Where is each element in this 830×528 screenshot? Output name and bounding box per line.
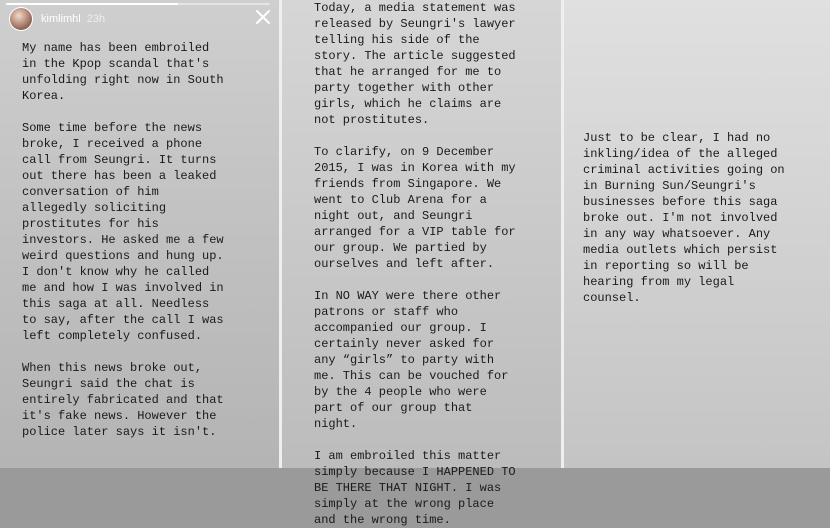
story-text-1: My name has been embroiled in the Kpop scandal that's unfolding right now in South Korea. Some time before the news broke, I received a phone call from Seungri. It turns out there has been a leaked conversation of him allegedly soliciting prostitutes for his investors. He asked me a few weird questions and hung up. I don't know why he called me and how I was involved in this saga at all. Needless to say, after the call I was left completely confused. When this news broke out, Seungri said the chat is entirely fabricated and that it's fake news. However the police later says it isn't. <box>22 41 224 439</box>
story-text-3: Just to be clear, I had no inkling/idea of the alleged criminal activities going on in Burning Sun/Seungri's businesses before this saga broke out. I'm not involved in any way whatsoever. Any media outlets which persist in reporting so will be hearing from my legal counsel. <box>583 131 785 305</box>
story-progress-bar <box>6 3 270 5</box>
story-header <box>9 6 105 32</box>
username[interactable]: kimlimhl <box>41 13 81 25</box>
timestamp: 23h <box>86 13 106 25</box>
story-text-2: Today, a media statement was released by Seungri's lawyer telling his side of the story. The article suggested that he arranged for me to party together with other girls, which he claims are not prostitutes. To clarify, on 9 December 2015, I was in Korea with my friends from Singapore. We went to Club Arena for a night out, and Seungri arranged for a VIP table for our group. We partied by ourselves and left after. In NO WAY were there other patrons or staff who accompanied our group. I certainly never asked for any “girls” to party with me. This can be vouched for by the 4 people who were part of our group that night. I am embroiled this matter simply because I HAPPENED TO BE THERE THAT NIGHT. I was simply at the wrong place and the wrong time. <box>314 1 516 527</box>
story-progress-fill <box>6 3 178 5</box>
avatar[interactable] <box>9 7 33 31</box>
close-icon[interactable] <box>255 9 271 25</box>
